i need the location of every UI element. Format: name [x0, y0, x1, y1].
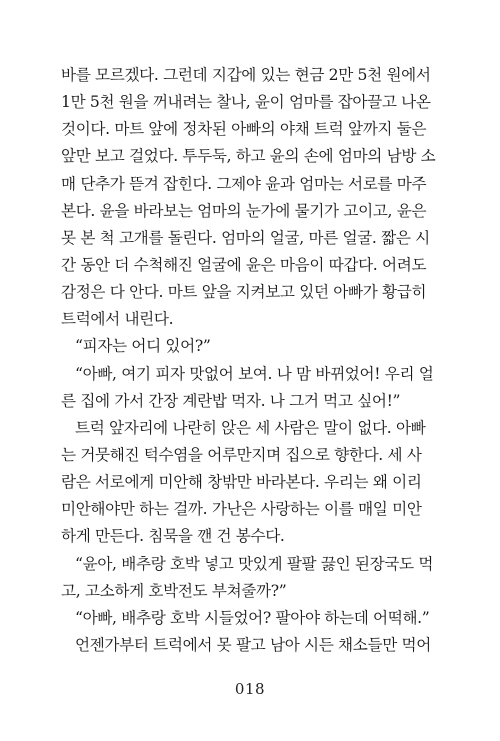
text-line: 는 거뭇해진 턱수염을 어루만지며 집으로 향한다. 세 사: [61, 445, 422, 464]
text-line: 앞만 보고 걸었다. 투두둑, 하고 윤의 손에 엄마의 남방 소: [61, 147, 436, 166]
text-line: 하게 만든다. 침묵을 깬 건 봉수다.: [61, 527, 285, 546]
text-line: 바를 모르겠다. 그런데 지갑에 있는 현금 2만 5천 원에서: [61, 66, 431, 84]
paragraph-start-line: 언젠가부터 트럭에서 못 팔고 남아 시든 채소들만 먹어: [75, 635, 431, 654]
dialogue-line: “윤아, 배추랑 호박 넣고 맛있게 팔팔 끓인 된장국도 먹: [75, 554, 434, 573]
dialogue-line: “피자는 어디 있어?”: [75, 337, 211, 356]
text-line: 미안해야만 하는 걸까. 가난은 사랑하는 이를 매일 미안: [61, 500, 422, 519]
text-line: 매 단추가 뜯겨 잡힌다. 그제야 윤과 엄마는 서로를 마주: [61, 174, 427, 193]
text-line: 감정은 다 안다. 마트 앞을 지켜보고 있던 아빠가 황급히: [61, 283, 427, 302]
dialogue-line: “아빠, 배추랑 호박 시들었어? 팔아야 하는데 어떡해.”: [75, 608, 430, 627]
text-line: 1만 5천 원을 꺼내려는 찰나, 윤이 엄마를 잡아끌고 나온: [61, 93, 431, 112]
body-text: [61, 62, 441, 659]
dialogue-line: “아빠, 여기 피자 맛없어 보여. 나 맘 바뀌었어! 우리 얼: [75, 364, 434, 383]
text-line: 고, 고소하게 호박전도 부쳐줄까?”: [61, 581, 287, 600]
text-line: 른 집에 가서 간장 계란밥 먹자. 나 그거 먹고 싶어!”: [61, 391, 401, 410]
text-line: 본다. 윤을 바라보는 엄마의 눈가에 물기가 고이고, 윤은: [61, 201, 427, 220]
page-number: 018: [234, 680, 266, 698]
text-line: 트럭에서 내린다.: [61, 310, 174, 329]
text-line: 람은 서로에게 미안해 창밖만 바라본다. 우리는 왜 이리: [61, 473, 422, 492]
text-line: 것이다. 마트 앞에 정차된 아빠의 야채 트럭 앞까지 둘은: [61, 120, 427, 139]
text-line: 못 본 척 고개를 돌린다. 엄마의 얼굴, 마른 얼굴. 짧은 시: [61, 228, 430, 247]
paragraph-start-line: 트럭 앞자리에 나란히 앉은 세 사람은 말이 없다. 아빠: [75, 418, 426, 437]
text-line: 간 동안 더 수척해진 얼굴에 윤은 마음이 따갑다. 어려도: [61, 255, 427, 274]
